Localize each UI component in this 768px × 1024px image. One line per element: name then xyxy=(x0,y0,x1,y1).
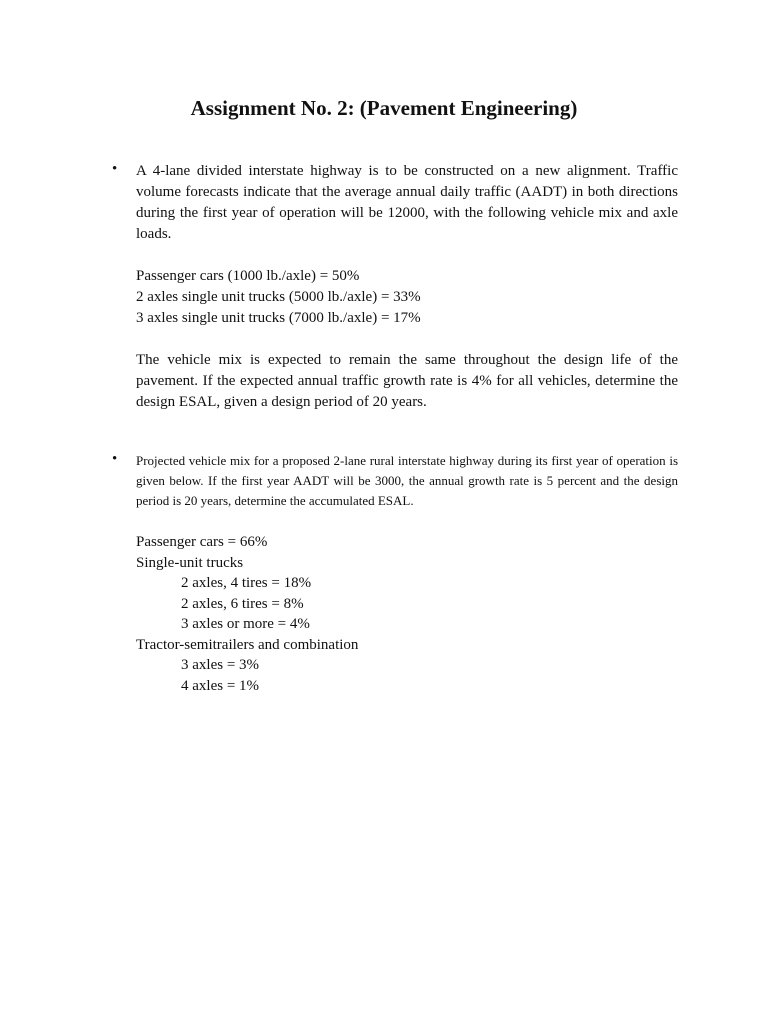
list-item: Passenger cars = 66% xyxy=(136,534,268,550)
problem-1 xyxy=(112,161,678,413)
bullet-icon: • xyxy=(112,451,118,467)
bullet-icon: • xyxy=(112,161,118,177)
vehicle-mix-list-2 xyxy=(136,532,678,696)
list-heading: Tractor-semitrailers and combination xyxy=(136,636,359,653)
list-item: 3 axles = 3% xyxy=(181,657,260,673)
list-item: 2 axles single unit trucks (5000 lb./axle) = 33% xyxy=(136,289,421,305)
problem-2 xyxy=(112,451,678,696)
list-heading: Single-unit trucks xyxy=(136,554,244,571)
document-title: Assignment No. 2: (Pavement Engineering) xyxy=(190,96,578,120)
list-item: 3 axles or more = 4% xyxy=(181,616,310,632)
list-item: 2 axles, 4 tires = 18% xyxy=(181,575,312,591)
list-item: Passenger cars (1000 lb./axle) = 50% xyxy=(136,268,360,284)
problem-1-intro: A 4-lane divided interstate highway is to be constructed on a new alignment. Traffic volume forecasts indicate that the average annual daily traffic (AADT) in both directions during the first year of operation will be 12000, with the following vehicle mix and axle loads. xyxy=(136,163,678,242)
problem-1-question: The vehicle mix is expected to remain the same throughout the design life of the pavement. If the expected annual traffic growth rate is 4% for all vehicles, determine the design ESAL, given a design period of 20 years. xyxy=(136,352,678,410)
list-item: 4 axles = 1% xyxy=(181,677,260,694)
list-item: 2 axles, 6 tires = 8% xyxy=(181,595,304,612)
vehicle-mix-list xyxy=(136,266,678,329)
list-item: 3 axles single unit trucks (7000 lb./axle) = 17% xyxy=(136,310,421,326)
problem-2-intro: Projected vehicle mix for a proposed 2-lane rural interstate highway during its first year of operation is given below. If the first year AADT will be 3000, the annual growth rate is 5 percent and the design period is 20 years, determine the accumulated ESAL. xyxy=(136,453,678,508)
